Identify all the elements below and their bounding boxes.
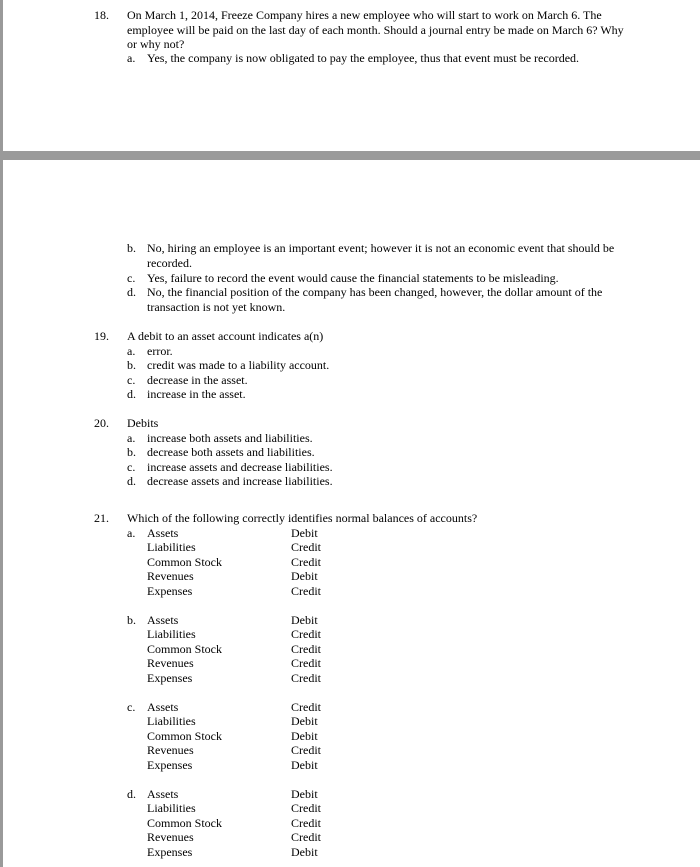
account-name: Assets bbox=[147, 612, 179, 627]
account-row bbox=[147, 830, 507, 845]
choice-text: decrease both assets and liabilities. bbox=[147, 445, 315, 459]
account-balance: Credit bbox=[291, 815, 321, 830]
account-row bbox=[147, 700, 507, 715]
account-name: Liabilities bbox=[147, 801, 196, 815]
account-name: Expenses bbox=[147, 757, 193, 772]
account-name: Common Stock bbox=[147, 554, 223, 569]
account-balance-table bbox=[147, 787, 507, 860]
account-row bbox=[147, 743, 507, 758]
choice-label: c. bbox=[127, 459, 136, 474]
page-1 bbox=[0, 0, 700, 151]
account-row bbox=[147, 729, 507, 744]
account-name: Revenues bbox=[147, 569, 194, 583]
account-balance: Credit bbox=[291, 641, 321, 656]
account-balance: Debit bbox=[291, 714, 318, 728]
account-balance-table bbox=[147, 613, 507, 686]
question-number: 19. bbox=[94, 329, 109, 343]
choice-label: d. bbox=[127, 387, 136, 401]
account-balance: Debit bbox=[291, 525, 318, 540]
question-number: 21. bbox=[94, 511, 109, 525]
account-row bbox=[147, 845, 507, 860]
account-name: Expenses bbox=[147, 844, 193, 859]
account-balance: Debit bbox=[291, 569, 318, 583]
account-balance-table bbox=[147, 526, 507, 599]
page-divider bbox=[0, 151, 700, 160]
choice-text: decrease assets and increase liabilities. bbox=[147, 474, 333, 488]
account-balance: Credit bbox=[291, 743, 321, 757]
account-name: Liabilities bbox=[147, 714, 196, 728]
account-row bbox=[147, 758, 507, 773]
account-name: Liabilities bbox=[147, 627, 196, 641]
choice-label: b. bbox=[127, 358, 136, 372]
page-left-border bbox=[0, 0, 3, 151]
choice-text: Yes, the company is now obligated to pay the employee, thus that event must be recorded. bbox=[147, 51, 580, 65]
account-name: Assets bbox=[147, 699, 179, 714]
account-row bbox=[147, 584, 507, 599]
question-text: Which of the following correctly identifies normal balances of accounts? bbox=[127, 511, 478, 525]
account-name: Common Stock bbox=[147, 728, 223, 743]
account-name: Liabilities bbox=[147, 540, 196, 554]
account-balance: Debit bbox=[291, 612, 318, 627]
account-balance: Debit bbox=[291, 757, 318, 772]
choice-label: b. bbox=[127, 241, 136, 255]
question-number: 18. bbox=[94, 8, 109, 22]
account-row bbox=[147, 656, 507, 671]
account-balance: Credit bbox=[291, 801, 321, 815]
account-balance: Credit bbox=[291, 554, 321, 569]
account-name: Revenues bbox=[147, 656, 194, 670]
choice-text: credit was made to a liability account. bbox=[147, 358, 330, 372]
question-text: On March 1, 2014, Freeze Company hires a new employee who will start to work on March 6. The employee will be paid on the last day of each month. Should a journal entry be made on March 6? Why or why not? bbox=[127, 8, 624, 52]
account-row bbox=[147, 801, 507, 816]
choice-label: b. bbox=[127, 445, 136, 459]
account-name: Assets bbox=[147, 525, 179, 540]
page-left-border bbox=[0, 160, 3, 867]
account-row bbox=[147, 540, 507, 555]
account-name: Assets bbox=[147, 786, 179, 801]
choice-label: d. bbox=[127, 474, 136, 488]
account-row bbox=[147, 671, 507, 686]
account-balance: Credit bbox=[291, 830, 321, 844]
account-name: Expenses bbox=[147, 583, 193, 598]
account-row bbox=[147, 627, 507, 642]
account-name: Common Stock bbox=[147, 815, 223, 830]
choice-label: c. bbox=[127, 699, 136, 714]
choice-text: increase assets and decrease liabilities. bbox=[147, 459, 333, 474]
account-row bbox=[147, 642, 507, 657]
account-row bbox=[147, 526, 507, 541]
choice-text: No, hiring an employee is an important event; however it is not an economic event that should be recorded. bbox=[147, 241, 615, 270]
account-balance: Credit bbox=[291, 540, 321, 554]
choice-text: increase both assets and liabilities. bbox=[147, 430, 313, 445]
account-balance-table bbox=[147, 700, 507, 773]
choice-label: b. bbox=[127, 612, 136, 627]
question-number: 20. bbox=[94, 416, 109, 430]
choice-label: d. bbox=[127, 786, 136, 801]
account-row bbox=[147, 816, 507, 831]
account-name: Revenues bbox=[147, 743, 194, 757]
choice-label: a. bbox=[127, 430, 136, 445]
account-balance: Credit bbox=[291, 670, 321, 685]
page-2 bbox=[0, 160, 700, 867]
account-balance: Debit bbox=[291, 844, 318, 859]
account-balance: Credit bbox=[291, 699, 321, 714]
account-balance: Credit bbox=[291, 583, 321, 598]
question-text: Debits bbox=[127, 416, 159, 430]
account-balance: Debit bbox=[291, 786, 318, 801]
choice-label: d. bbox=[127, 285, 136, 299]
account-name: Expenses bbox=[147, 670, 193, 685]
account-row bbox=[147, 569, 507, 584]
account-row bbox=[147, 714, 507, 729]
choice-text: No, the financial position of the company has been changed, however, the dollar amount of the transaction is not yet known. bbox=[147, 285, 603, 314]
account-name: Common Stock bbox=[147, 641, 223, 656]
choice-text: increase in the asset. bbox=[147, 387, 246, 401]
choice-text: Yes, failure to record the event would cause the financial statements to be misleading. bbox=[147, 271, 559, 285]
choice-text: decrease in the asset. bbox=[147, 372, 248, 387]
choice-label: c. bbox=[127, 372, 136, 387]
choice-label: c. bbox=[127, 271, 136, 285]
choice-label: a. bbox=[127, 343, 136, 358]
question-text: A debit to an asset account indicates a(n) bbox=[127, 329, 324, 343]
choice-text: error. bbox=[147, 343, 173, 358]
account-balance: Debit bbox=[291, 728, 318, 743]
account-row bbox=[147, 787, 507, 802]
choice-label: a. bbox=[127, 51, 136, 65]
account-name: Revenues bbox=[147, 830, 194, 844]
choice-label: a. bbox=[127, 525, 136, 540]
account-balance: Credit bbox=[291, 656, 321, 670]
account-balance: Credit bbox=[291, 627, 321, 641]
account-row bbox=[147, 613, 507, 628]
account-row bbox=[147, 555, 507, 570]
